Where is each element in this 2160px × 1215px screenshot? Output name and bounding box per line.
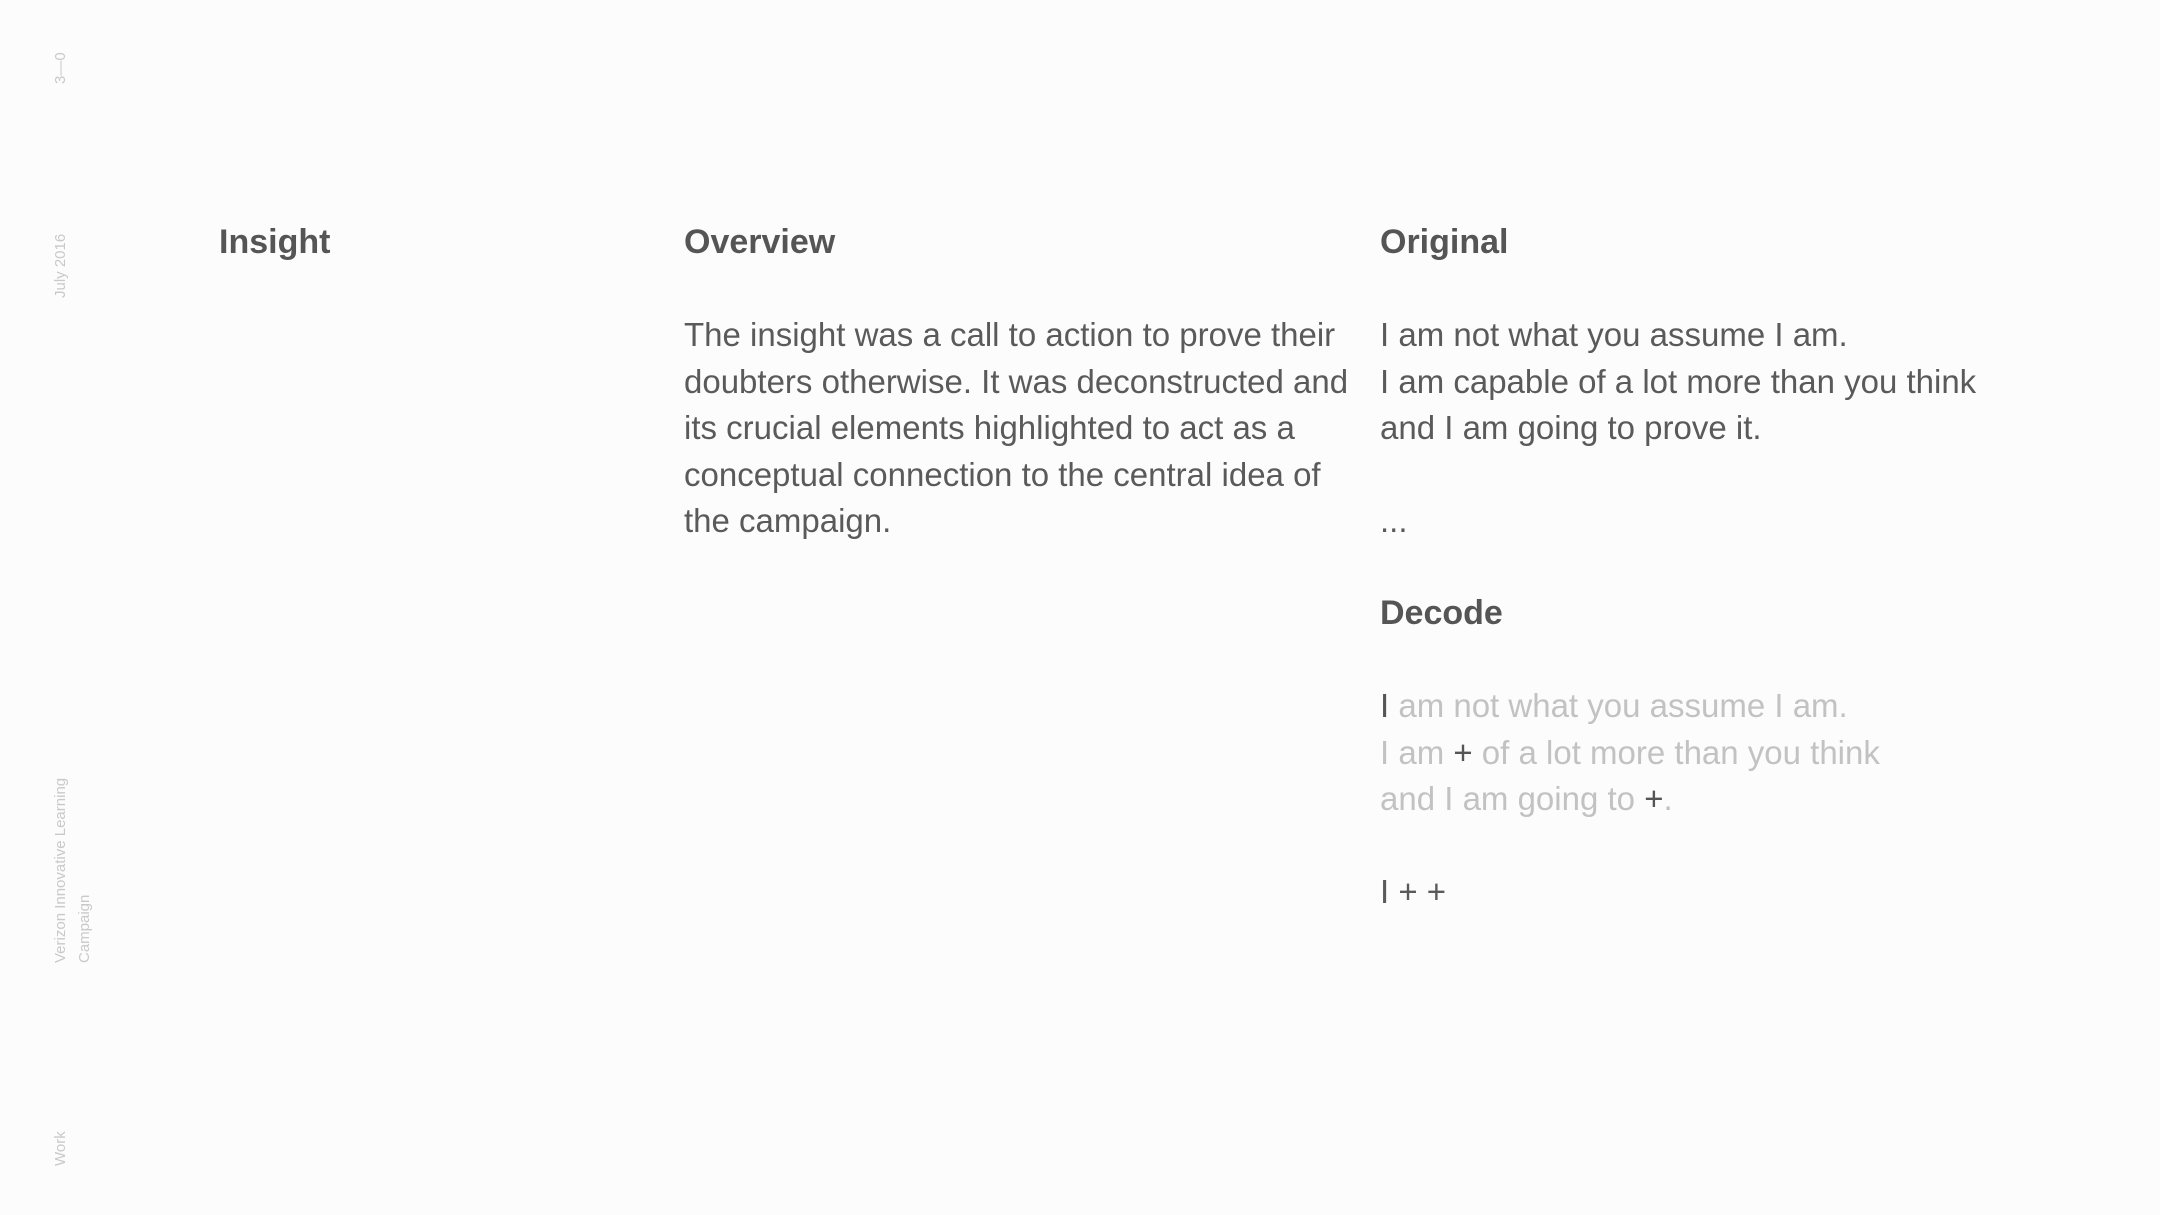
- decode-kept-symbol: +: [1644, 780, 1664, 817]
- decode-kept-word: I: [1380, 687, 1390, 724]
- decode-faded-text: am not what you assume I am.: [1389, 687, 1848, 724]
- page-number: 3—0: [52, 52, 69, 84]
- insight-heading: Insight: [219, 223, 331, 261]
- overview-line: conceptual connection to the central idea of: [684, 455, 1321, 493]
- overview-line: its crucial elements highlighted to act as a: [684, 409, 1295, 446]
- original-ellipsis: ...: [1380, 502, 1408, 539]
- overview-paragraph: [684, 312, 1348, 545]
- decode-faded-text: and I am going to: [1380, 780, 1645, 817]
- overview-heading: Overview: [684, 223, 836, 261]
- original-line: I am not what you assume I am.: [1380, 316, 1848, 353]
- date-label: July 2016: [52, 233, 69, 298]
- section-label: Work: [52, 1131, 69, 1166]
- decode-faded-text: .: [1663, 780, 1673, 817]
- overview-line: doubters otherwise. It was deconstructed and: [684, 362, 1349, 400]
- original-line: I am capable of a lot more than you think: [1380, 362, 1977, 400]
- original-line: and I am going to prove it.: [1380, 409, 1762, 446]
- original-heading: Original: [1380, 223, 1509, 261]
- project-title: [49, 778, 97, 963]
- project-title-line2: Campaign: [76, 894, 93, 963]
- overview-line: The insight was a call to action to prove their: [684, 316, 1336, 353]
- project-title-line1: Verizon Innovative Learning: [52, 777, 69, 963]
- decode-heading: Decode: [1380, 594, 1503, 632]
- overview-line: the campaign.: [684, 502, 892, 539]
- decode-faded-text: of a lot more than you think: [1472, 733, 1880, 771]
- decode-line: [1380, 730, 1880, 777]
- decode-line: [1380, 776, 1880, 823]
- decode-result: I + +: [1380, 873, 1447, 910]
- decode-faded-text: I am: [1380, 733, 1454, 771]
- decode-line: [1380, 683, 1880, 730]
- decode-quote: [1380, 683, 1880, 823]
- decode-kept-symbol: +: [1453, 733, 1473, 771]
- original-quote: [1380, 312, 1976, 452]
